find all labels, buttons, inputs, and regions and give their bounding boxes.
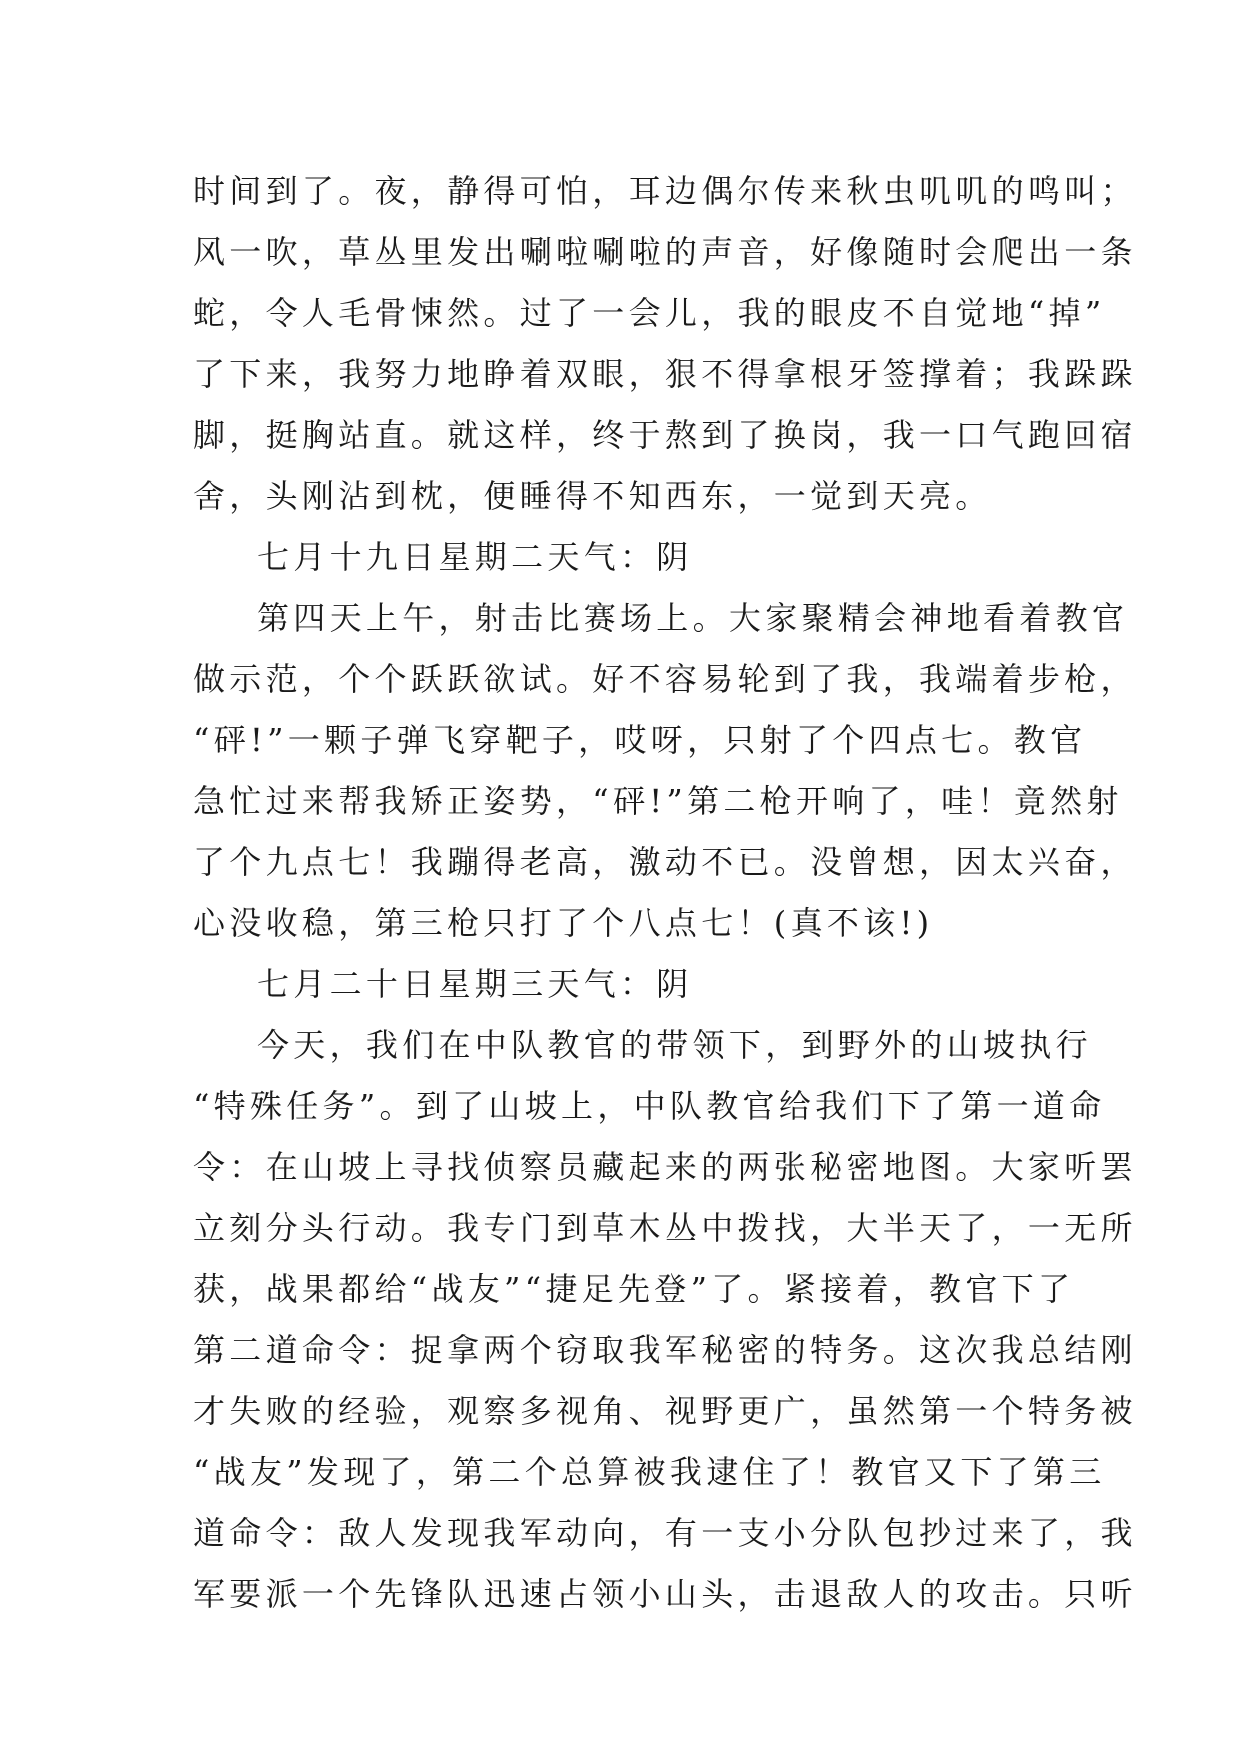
paragraph-line: 道命令：敌人发现我军动向，有一支小分队包抄过来了，我 xyxy=(193,1514,1137,1552)
paragraph-line: 急忙过来帮我矫正姿势，“砰!”第二枪开响了，哇！竟然射 xyxy=(193,782,1123,820)
paragraph-line: 了下来，我努力地睁着双眼，狠不得拿根牙签撑着；我跺跺 xyxy=(193,355,1137,393)
paragraph-line: 获，战果都给“战友”“捷足先登”了。紧接着，教官下了 xyxy=(193,1270,1075,1308)
paragraph-line: 蛇，令人毛骨悚然。过了一会儿，我的眼皮不自觉地“掉” xyxy=(193,294,1106,332)
paragraph-line: 脚，挺胸站直。就这样，终于熬到了换岗，我一口气跑回宿 xyxy=(193,416,1137,454)
paragraph-line: 令：在山坡上寻找侦察员藏起来的两张秘密地图。大家听罢 xyxy=(193,1148,1137,1186)
paragraph-line: 立刻分头行动。我专门到草木丛中拨找，大半天了，一无所 xyxy=(193,1209,1137,1247)
paragraph-line: 舍，头刚沾到枕，便睡得不知西东，一觉到天亮。 xyxy=(193,477,992,515)
paragraph-line: 第二道命令：捉拿两个窃取我军秘密的特务。这次我总结刚 xyxy=(193,1331,1137,1369)
paragraph-line-indented: 第四天上午，射击比赛场上。大家聚精会神地看着教官 xyxy=(257,599,1129,637)
paragraph-line: 军要派一个先锋队迅速占领小山头，击退敌人的攻击。只听 xyxy=(193,1575,1137,1613)
paragraph-line: 风一吹，草丛里发出唰啦唰啦的声音，好像随时会爬出一条 xyxy=(193,233,1137,271)
paragraph-line: “砰!”一颗子弹飞穿靶子，哎呀，只射了个四点七。教官 xyxy=(193,721,1087,759)
paragraph-line: 做示范，个个跃跃欲试。好不容易轮到了我，我端着步枪， xyxy=(193,660,1137,698)
paragraph-line-indented: 今天，我们在中队教官的带领下，到野外的山坡执行 xyxy=(257,1026,1092,1064)
paragraph-line: “特殊任务”。到了山坡上，中队教官给我们下了第一道命 xyxy=(193,1087,1106,1125)
paragraph-line: 心没收稳，第三枪只打了个八点七！(真不该!) xyxy=(193,904,934,942)
paragraph-line: 时间到了。夜，静得可怕，耳边偶尔传来秋虫叽叽的鸣叫； xyxy=(193,172,1137,210)
paragraph-line: “战友”发现了，第二个总算被我逮住了！教官又下了第三 xyxy=(193,1453,1106,1491)
body-text xyxy=(193,161,1137,1625)
paragraph-line-indented: 七月十九日星期二天气：阴 xyxy=(257,538,693,576)
paragraph-line-indented: 七月二十日星期三天气：阴 xyxy=(257,965,693,1003)
paragraph-line: 了个九点七！我蹦得老高，激动不已。没曾想，因太兴奋， xyxy=(193,843,1137,881)
paragraph-line: 才失败的经验，观察多视角、视野更广，虽然第一个特务被 xyxy=(193,1392,1137,1430)
